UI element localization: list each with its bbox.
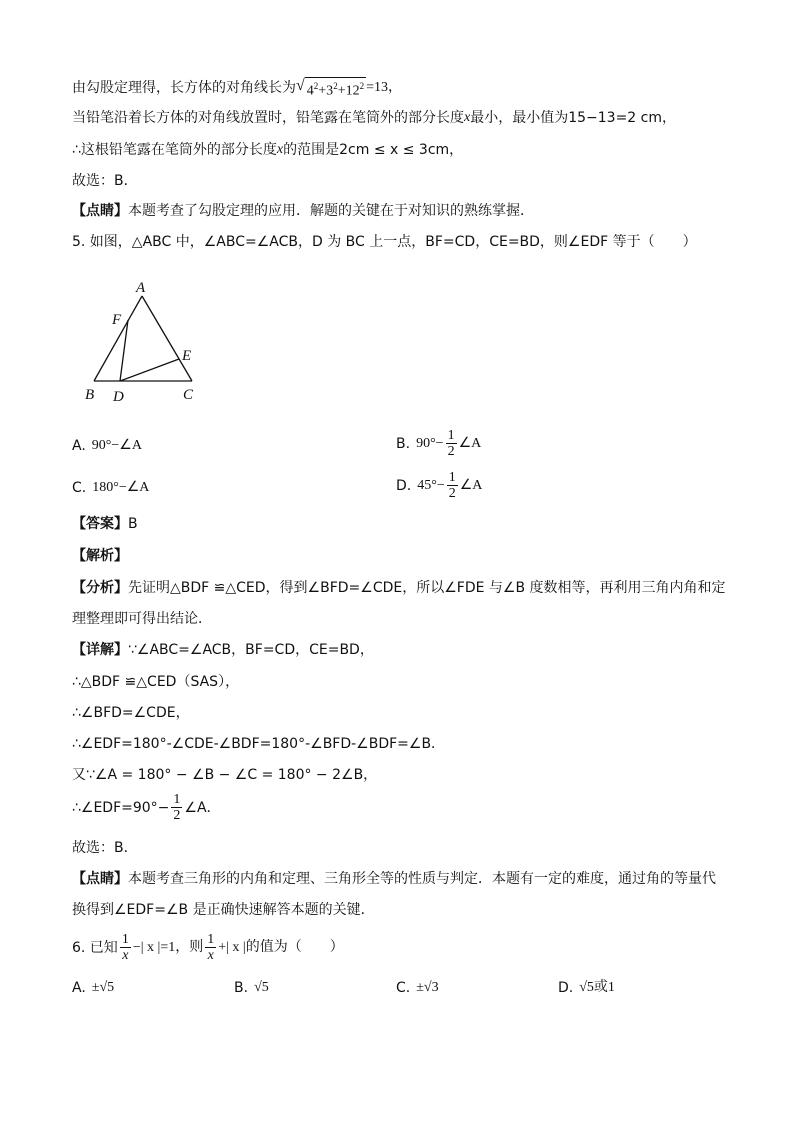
label-a: A <box>136 280 146 296</box>
q5-detail-5: 又∵∠A = 180° − ∠B − ∠C = 180° − 2∠B， <box>72 767 378 783</box>
q5-option-d: D. 45°− $\frac{1}{2}$ ∠A <box>396 470 483 501</box>
side-ac <box>142 296 192 381</box>
prev-comment: 【点睛】 本题考查了勾股定理的应用．解题的关键在于对知识的熟练掌握． <box>72 203 534 219</box>
label-c: C <box>183 387 194 403</box>
label-d: D <box>113 389 124 405</box>
q5-option-a: A. 90°−∠A <box>72 438 142 454</box>
q6-option-b: B. √5 <box>234 980 269 996</box>
q6-option-c: C. ±√3 <box>396 980 439 996</box>
q5-detail-2: ∴△BDF ≌△CED（SAS）， <box>72 674 240 690</box>
prev-line-1-text: 由勾股定理得，长方体的对角线长为 <box>72 80 296 97</box>
q5-comment-1: 【点睛】 本题考查三角形的内角和定理、三角形全等的性质与判定．本题有一定的难度，通过角的等量代 <box>72 871 716 887</box>
q5-answer: 【答案】 B <box>72 516 138 532</box>
triangle-figure <box>80 278 210 408</box>
prev-choice: 故选：B． <box>72 173 138 189</box>
sqrt-expression: √ $4^2+3^2+12^2$ <box>296 77 365 99</box>
prev-line-1-result: =13， <box>366 80 402 96</box>
q5-detail-6: ∴∠EDF=90°− $\frac{1}{2}$ ∠A． <box>72 792 221 823</box>
prev-line-3: ∴这根铅笔露在笔筒外的部分长度 x 的范围是2cm ≤ x ≤ 3cm， <box>72 142 464 158</box>
q5-detail-4: ∴∠EDF=180°-∠CDE-∠BDF=180°-∠BFD-∠BDF=∠B． <box>72 736 446 752</box>
side-ab <box>94 296 142 381</box>
q5-choice: 故选：B． <box>72 840 138 856</box>
q5-stem: 5. 如图，△ABC 中，∠ABC=∠ACB，D 为 BC 上一点，BF=CD，CE=BD，则∠EDF 等于（ ） <box>72 234 697 250</box>
q6-option-d: D. √5或1 <box>558 980 615 996</box>
q5-detail-1: 【详解】 ∵∠ABC=∠ACB，BF=CD，CE=BD， <box>72 642 374 658</box>
q6-stem: 6. 已知 $\frac{1}{x}$ −| x |=1，则 $\frac{1}{x}$ +| x |的值为（ ） <box>72 932 344 963</box>
q5-fenxi-2: 理整理即可得出结论． <box>72 611 212 627</box>
q5-detail-3: ∴∠BFD=∠CDE， <box>72 705 190 721</box>
q5-option-c: C. 180°−∠A <box>72 480 150 496</box>
q6-option-a: A. ±√5 <box>72 980 115 996</box>
prev-line-2: 当铅笔沿着长方体的对角线放置时，铅笔露在笔筒外的部分长度 x 最小，最小值为15−13=2 cm， <box>72 110 677 126</box>
prev-line-1 <box>72 77 402 100</box>
q5-analysis-tag: 【解析】 <box>72 548 128 564</box>
label-f: F <box>112 312 122 328</box>
q5-fenxi-1: 【分析】 先证明△BDF ≌△CED，得到∠BFD=∠CDE，所以∠FDE 与∠B 度数相等，再利用三角内角和定 <box>72 580 726 596</box>
q5-option-b: B. 90°− $\frac{1}{2}$ ∠A <box>396 428 482 459</box>
q5-comment-2: 换得到∠EDF=∠B 是正确快速解答本题的关键． <box>72 902 375 918</box>
comment-tag: 【点睛】 <box>72 203 128 219</box>
label-e: E <box>182 348 192 364</box>
segment-de <box>120 359 179 381</box>
label-b: B <box>85 387 95 403</box>
